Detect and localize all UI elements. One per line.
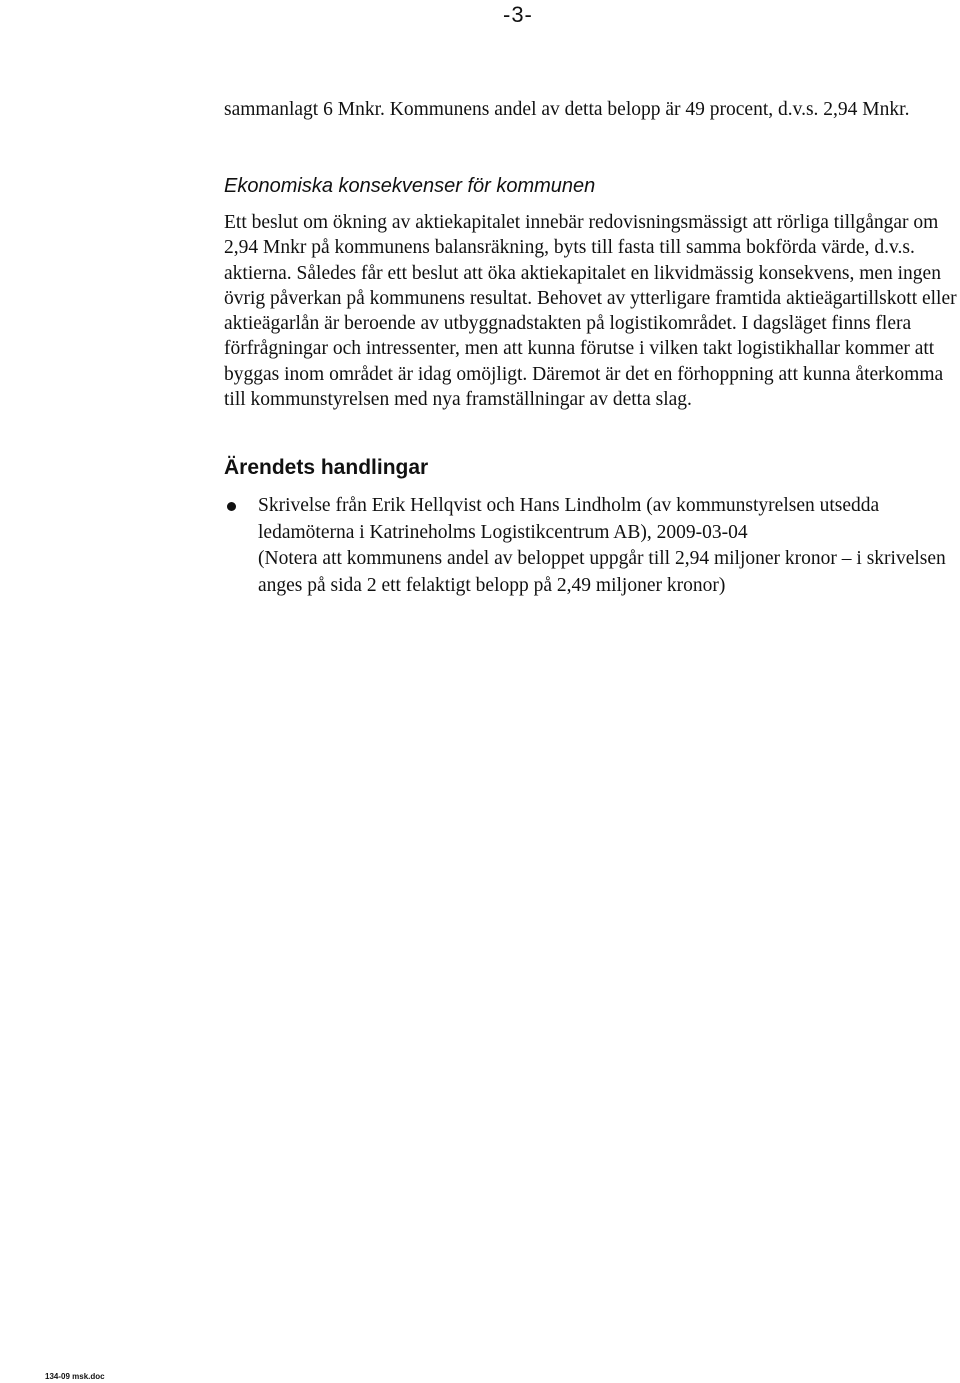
page-number: -3- xyxy=(503,2,533,27)
document-note: (Notera att kommunens andel av beloppet uppgår till 2,94 miljoner kronor – i skrivelsen anges på sida 2 ett felaktigt belopp på 2,49 miljoner kronor) xyxy=(258,548,946,596)
intro-paragraph: sammanlagt 6 Mnkr. Kommunens andel av detta belopp är 49 procent, d.v.s. 2,94 Mnkr. xyxy=(224,99,910,120)
section-heading-economic-consequences: Ekonomiska konsekvenser för kommunen xyxy=(224,175,596,197)
case-documents-list xyxy=(224,493,954,599)
list-item xyxy=(224,493,954,599)
footer-filename: 134-09 msk.doc xyxy=(45,1372,105,1381)
document-description: Skrivelse från Erik Hellqvist och Hans Lindholm (av kommunstyrelsen utsedda ledamöterna i Katrineholms Logistikcentrum AB), 2009-03-04 xyxy=(258,495,880,543)
case-documents-heading: Ärendets handlingar xyxy=(224,456,429,479)
economic-consequences-paragraph: Ett beslut om ökning av aktiekapitalet innebär redovisningsmässigt att rörliga tillgångar om 2,94 Mnkr på kommunens balansräkning, byts till fasta till samma bokförda värde, d.v.s. aktierna. Således får ett beslut att öka aktiekapitalet en likvidmässig konsekvens, men ingen övrig påverkan på kommunens resultat. Behovet av ytterligare framtida aktieägartillskott eller aktieägarlån är beroende av utbyggnadstakten på logistikområdet. I dagsläget finns flera förfrågningar och intressenter, men att kunna förutse i vilken takt logistikhallar kommer att byggas inom området är idag omöjligt. Däremot är det en förhoppning att kunna återkomma till kommunstyrelsen med nya framställningar av detta slag. xyxy=(224,212,957,411)
bullet-icon xyxy=(227,502,236,511)
